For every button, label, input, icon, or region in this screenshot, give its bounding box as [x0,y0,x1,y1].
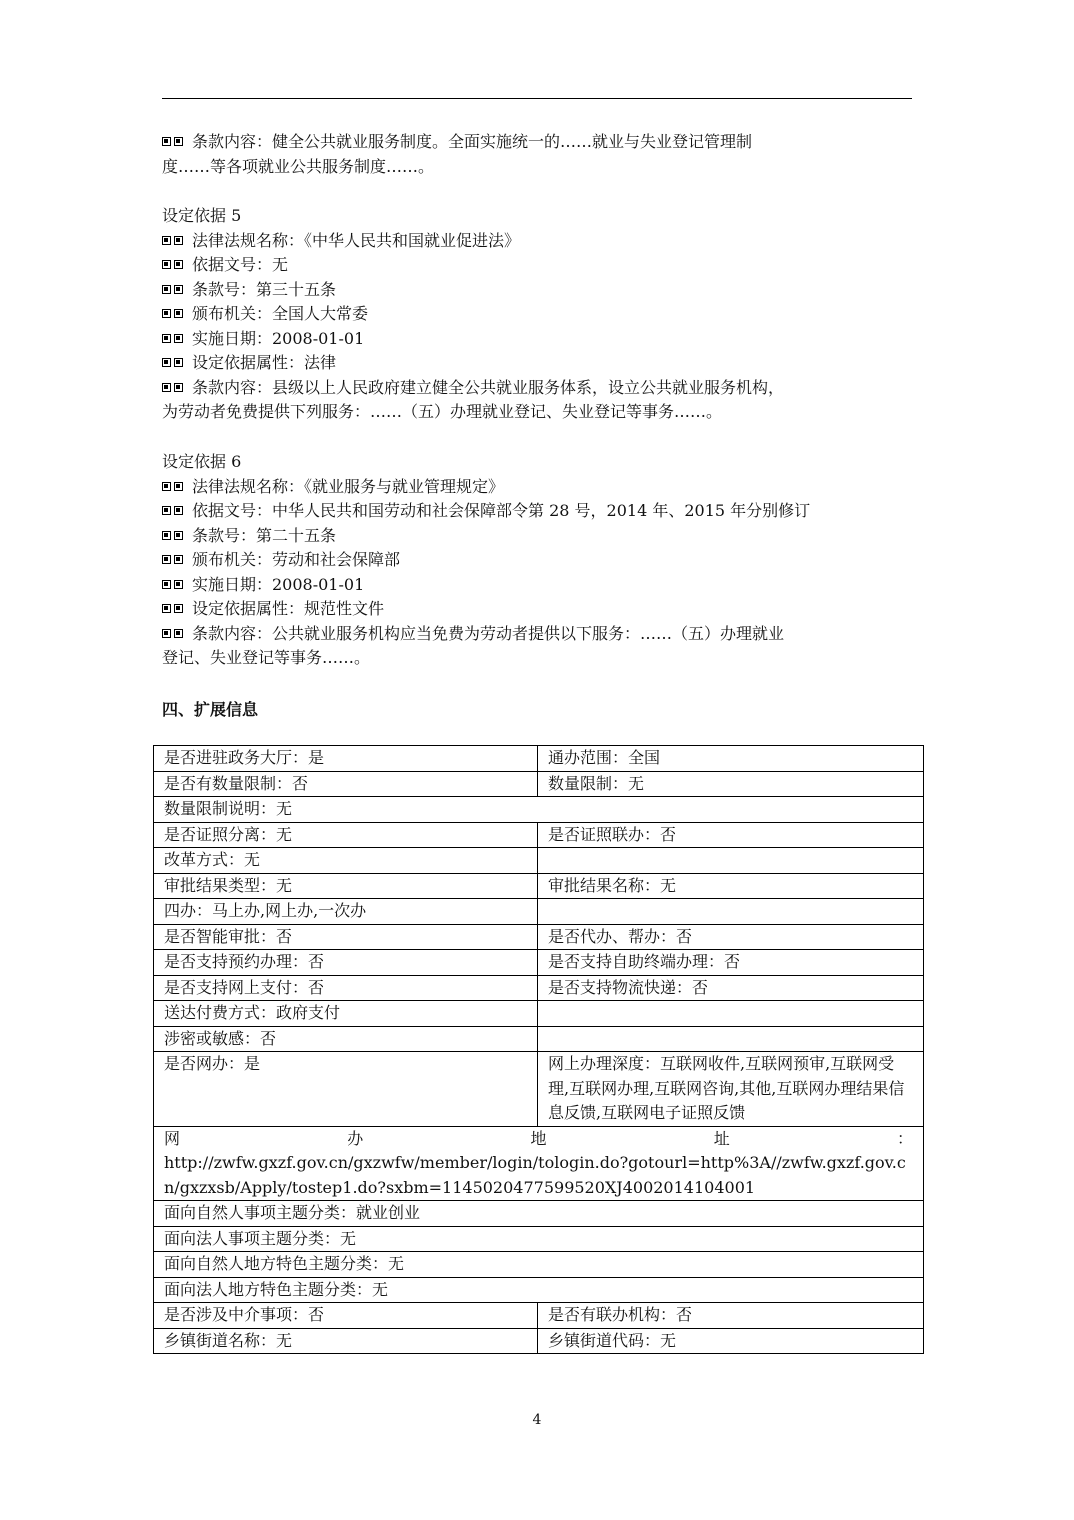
basis-5-law-name: 法律法规名称：《中华人民共和国就业促进法》 [192,230,521,250]
table-row [154,848,924,874]
table-cell [538,1026,924,1052]
table-cell: 是否有数量限制：否 [154,771,538,797]
table-cell [538,899,924,925]
table-cell: 是否支持自助终端办理：否 [538,950,924,976]
basis-6-attr: 设定依据属性：规范性文件 [192,599,385,618]
basis-6-doc-no: 依据文号：中华人民共和国劳动和社会保障部令第 28 号，2014 年、2015 年分别修订 [192,501,811,520]
table-cell: 是否网办：是 [154,1052,538,1127]
table-cell: 面向法人事项主题分类：无 [154,1226,924,1252]
table-row [154,1303,924,1329]
page-number: 4 [532,1412,542,1428]
basis-6-law-name: 法律法规名称：《就业服务与就业管理规定》 [192,476,505,496]
bullet-squares-icon [162,524,186,549]
table-cell: 是否证照联办：否 [538,822,924,848]
table-row [154,822,924,848]
table-row [154,950,924,976]
table-row [154,899,924,925]
table-cell: 审批结果类型：无 [154,873,538,899]
basis-6-section [162,450,907,671]
online-address-url: http://zwfw.gxzf.gov.cn/gxzwfw/member/login/tologin.do?gotourl=http%3A//zwfw.gxzf.gov.cn/gxzxsb/Apply/tostep1.do?sxbm=1145020477599520XJ4002014104001 [164,1153,906,1197]
basis-5-content-2: 为劳动者免费提供下列服务：……（五）办理就业登记、失业登记等事务……。 [162,402,723,421]
extended-info-table [153,745,924,1354]
table-row [154,1026,924,1052]
table-row [154,1226,924,1252]
bullet-squares-icon [162,253,186,278]
table-cell: 乡镇街道代码：无 [538,1328,924,1354]
table-cell-online-depth: 网上办理深度：互联网收件,互联网预审,互联网受理,互联网办理,互联网咨询,其他,互联网办理结果信息反馈,互联网电子证照反馈 [538,1052,924,1127]
basis-5-content-1: 条款内容：县级以上人民政府建立健全公共就业服务体系，设立公共就业服务机构， [192,377,785,397]
table-cell: 是否代办、帮办：否 [538,924,924,950]
table-cell: 是否涉及中介事项：否 [154,1303,538,1329]
online-address-label: 网 办 地 址 ： [164,1128,913,1148]
bullet-squares-icon [162,229,186,254]
bullet-squares-icon [162,130,186,155]
bullet-squares-icon [162,548,186,573]
basis-5-doc-no: 依据文号：无 [192,255,289,274]
intro-clause [162,130,907,179]
bullet-squares-icon [162,622,186,647]
table-row [154,1126,924,1201]
bullet-squares-icon [162,302,186,327]
basis-5-issuer: 颁布机关：全国人大常委 [192,304,369,323]
table-row [154,1201,924,1227]
table-cell: 是否支持物流快递：否 [538,975,924,1001]
basis-6-content-2: 登记、失业登记等事务……。 [162,648,371,667]
table-row [154,771,924,797]
table-row [154,746,924,772]
bullet-squares-icon [162,475,186,500]
section-heading-extended-info: 四、扩展信息 [162,700,259,719]
table-cell: 面向自然人地方特色主题分类：无 [154,1252,924,1278]
table-cell: 数量限制说明：无 [154,797,924,823]
table-cell: 面向自然人事项主题分类：就业创业 [154,1201,924,1227]
table-row [154,1052,924,1127]
bullet-squares-icon [162,327,186,352]
table-cell-online-address [154,1126,924,1201]
basis-5-title: 设定依据 5 [162,206,242,225]
basis-6-date: 实施日期：2008-01-01 [192,574,365,594]
table-row [154,797,924,823]
bullet-squares-icon [162,278,186,303]
basis-6-article: 条款号：第二十五条 [192,525,337,545]
table-cell: 数量限制：无 [538,771,924,797]
basis-5-date: 实施日期：2008-01-01 [192,328,365,348]
table-cell: 通办范围：全国 [538,746,924,772]
table-row [154,873,924,899]
table-cell: 是否智能审批：否 [154,924,538,950]
table-row [154,1328,924,1354]
basis-6-content-1: 条款内容：公共就业服务机构应当免费为劳动者提供以下服务：……（五）办理就业 [192,623,785,643]
table-cell [538,848,924,874]
table-cell: 是否有联办机构：否 [538,1303,924,1329]
table-cell: 涉密或敏感：否 [154,1026,538,1052]
bullet-squares-icon [162,351,186,376]
table-row [154,924,924,950]
table-cell: 是否支持网上支付：否 [154,975,538,1001]
table-cell: 是否支持预约办理：否 [154,950,538,976]
bullet-squares-icon [162,573,186,598]
table-cell: 四办：马上办,网上办,一次办 [154,899,538,925]
table-row [154,1277,924,1303]
table-cell: 是否进驻政务大厅：是 [154,746,538,772]
table-cell [538,1001,924,1027]
table-cell: 审批结果名称：无 [538,873,924,899]
table-cell: 送达付费方式：政府支付 [154,1001,538,1027]
table-cell: 是否证照分离：无 [154,822,538,848]
basis-6-issuer: 颁布机关：劳动和社会保障部 [192,550,401,569]
intro-line-2: 度……等各项就业公共服务制度……。 [162,156,435,176]
bullet-squares-icon [162,376,186,401]
basis-5-attr: 设定依据属性：法律 [192,353,337,372]
intro-line-1: 条款内容：健全公共就业服务制度。全面实施统一的……就业与失业登记管理制 [192,132,753,151]
table-cell: 改革方式：无 [154,848,538,874]
bullet-squares-icon [162,597,186,622]
header-rule [162,98,912,99]
basis-5-section [162,204,907,425]
table-row [154,975,924,1001]
basis-6-title: 设定依据 6 [162,452,242,471]
table-row [154,1001,924,1027]
table-cell: 面向法人地方特色主题分类：无 [154,1277,924,1303]
basis-5-article: 条款号：第三十五条 [192,279,337,299]
table-row [154,1252,924,1278]
table-cell: 乡镇街道名称：无 [154,1328,538,1354]
bullet-squares-icon [162,499,186,524]
